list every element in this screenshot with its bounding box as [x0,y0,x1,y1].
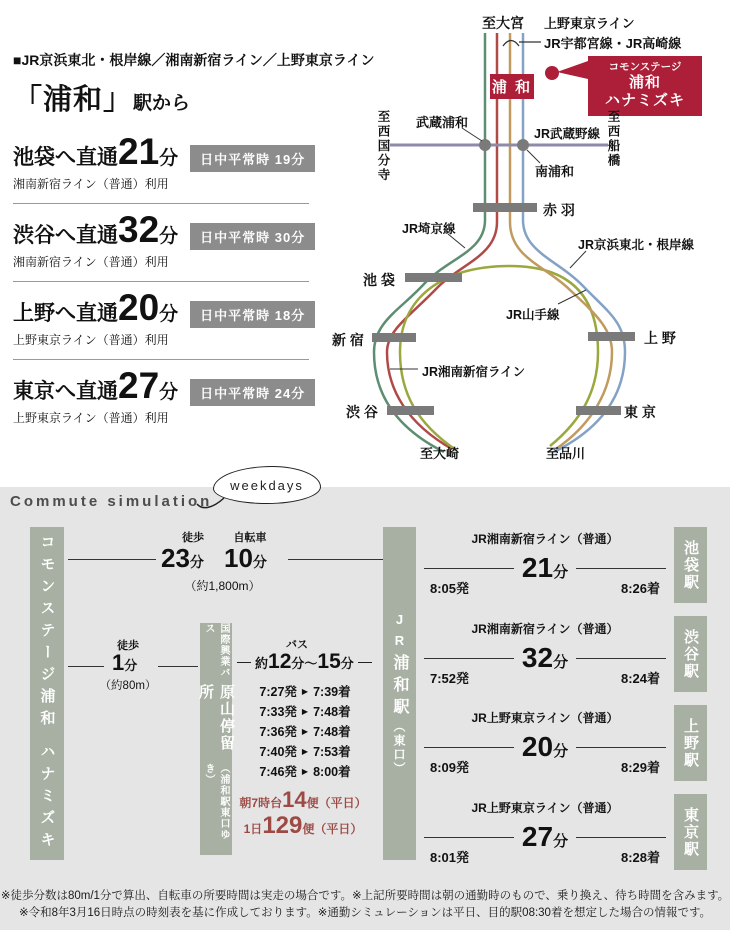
line-note: 上野東京ライン（普通）利用 [13,411,169,425]
keihin-tohoku-line-label: JR京浜東北・根岸線 [578,238,694,252]
departure-time: 8:05発 [430,581,470,596]
departure-time: 8:01発 [430,850,470,865]
bus-time-row: 7:36発 ▶ 7:48着 [250,722,360,742]
bar-tokyo [576,406,621,415]
station-suffix: 駅から [133,93,191,114]
daytime-badge: 日中平常時 30分 [190,223,315,250]
station-name: 「浦和」 [13,84,134,116]
shonan-shinjuku-line-label: JR湘南新宿ライン [422,365,526,379]
train-route-ueno: JR上野東京ライン（普通） 20分 8:09発 8:29着 [424,709,666,776]
train-route-tokyo: JR上野東京ライン（普通） 27分 8:01発 8:28着 [424,799,666,866]
bus-morning-count: 朝7時台14便（平日） [239,787,367,812]
bar-ueno [588,332,635,341]
cycle-minutes: 10分 [224,543,267,573]
headline: 池袋へ直通 [13,146,118,169]
arrival-time: 8:24着 [620,671,660,686]
saikyo-line-label: JR埼京線 [402,222,456,236]
bar-shibuya [387,406,434,415]
property-name: 浦和 [628,73,661,91]
bus-stop-name: 原山停留所 [197,684,235,753]
callout-pointer [557,61,588,79]
line-note: 上野東京ライン（普通）利用 [13,333,169,347]
route-summary-row-tokyo: 東京へ直通 27 分 日中平常時 24分 上野東京ライン（普通）利用 [13,360,309,437]
property-dot [545,66,559,80]
ride-minutes: 20分 [521,731,569,762]
minutes: 20 [118,287,160,328]
shibuya-label: 渋 谷 [346,404,378,420]
arrow-icon: ▶ [301,727,309,736]
ride-minutes: 21分 [521,552,569,583]
dot-minami-urawa [517,139,529,151]
bar-shinjuku [372,333,416,342]
leader-keihin [570,251,586,268]
property-callout [588,56,702,116]
walk-cycle-distance: （約1,800m） [184,579,261,593]
minutes: 21 [118,131,160,172]
from-station [13,77,369,118]
musashi-urawa-label: 武蔵浦和 [416,115,469,130]
ride-minutes: 32分 [521,642,569,673]
dest-box-shibuya: 渋谷駅 [674,616,707,692]
arrival-time: 8:26着 [620,581,660,596]
footnote-line-2: ※令和8年3月16日時点の時刻表を基に作成しております。※通勤シミュレーションは平日、目的駅08:30着を想定した場合の情報です。 [18,907,712,919]
jr-urawa-station-box: JR 浦和駅 （東口） [383,527,416,860]
dest-box-ikebukuro: 池袋駅 [674,527,707,603]
lines-heading: ■JR京浜東北・根岸線／湘南新宿ライン／上野東京ライン [13,52,375,68]
bus-time-row: 7:40発 ▶ 7:53着 [250,742,360,762]
bus-daily-count: 1日129便（平日） [243,812,363,839]
departure-time: 8:09発 [430,760,470,775]
access-summary [13,50,375,437]
dest-box-tokyo: 東京駅 [674,794,707,870]
headline: 東京へ直通 [13,380,118,403]
daytime-badge: 日中平常時 24分 [190,379,315,406]
connector-line [68,559,156,560]
daytime-badge: 日中平常時 18分 [190,301,315,328]
minutes: 27 [118,365,160,406]
ueno-tokyo-line-label: 上野東京ライン [544,16,635,31]
footnote-line-1: ※徒歩分数は80m/1分で算出、自転車の所要時間は実走の場合です。※上記所要時間は朝の通勤時のもので、乗り換え、待ち時間を含みます。 [0,890,730,902]
connector-line [68,666,104,667]
shinjuku-label: 新 宿 [332,332,364,348]
bus-stop-box [197,623,235,855]
to-nishikokubunji-label: 至西国分寺 [376,110,390,183]
arrow-icon: ▶ [301,747,309,756]
akabane-label: 赤 羽 [543,202,575,218]
bus-time-row: 7:46発 ▶ 8:00着 [250,762,360,782]
to-nishifunabashi-label: 至西船橋 [606,110,620,168]
route-summary-row-shibuya: 渋谷へ直通 32 分 日中平常時 30分 湘南新宿ライン（普通）利用 [13,204,309,282]
to-shinagawa-label: 至品川 [546,446,586,461]
urawa-station-box: 浦 和 [490,74,534,99]
bus-time-row: 7:33発 ▶ 7:48着 [250,702,360,722]
minami-urawa-label: 南浦和 [535,164,575,179]
musashino-line-label: JR武蔵野線 [534,127,600,141]
walk-label: 徒歩 [182,532,204,544]
tokyo-label: 東 京 [624,404,656,420]
ueno-label: 上 野 [644,330,676,346]
footnotes [0,888,730,922]
to-omiya-label: 至大宮 [482,15,524,31]
yamanote-line-label: JR山手線 [506,308,560,322]
to-osaki-label: 至大崎 [420,446,460,461]
ikebukuro-label: 池 袋 [363,272,395,288]
line-saikyo [374,33,485,452]
train-route-ikebukuro: JR湘南新宿ライン（普通） 21分 8:05発 8:26着 [424,530,666,597]
bus-timetable [250,682,360,782]
bus-label: バス [286,639,308,651]
route-map [330,0,730,470]
arrow-icon: ▶ [301,707,309,716]
commute-title: Commute simulation [10,493,213,510]
bus-duration: 約 12 分～ 15 分 [233,650,376,674]
arrival-time: 8:29着 [620,760,660,775]
connector-line [288,559,383,560]
departure-time: 7:52発 [430,671,470,686]
route-summary-list [13,126,309,437]
bus-company: 国際興業バス [203,623,229,678]
route-summary-row-ueno: 上野へ直通 20 分 日中平常時 18分 上野東京ライン（普通）利用 [13,282,309,360]
walk-short-distance: （約80m） [99,680,157,692]
line-note: 湘南新宿ライン（普通）利用 [13,177,169,191]
daytime-badge: 日中平常時 19分 [190,145,315,172]
weekdays-bubble: weekdays [213,466,321,504]
headline: 渋谷へ直通 [13,224,118,247]
bubble-tail [196,496,226,512]
commute-simulation-section [0,477,730,930]
property-name-box: コモンステージ浦和 ハナミズキ [30,527,64,860]
bus-time-row: 7:27発 ▶ 7:39着 [250,682,360,702]
bus-stop-dest: （浦和駅東口ゆき） [203,763,229,841]
utsunomiya-takasaki-label: JR宇都宮線・JR高崎線 [544,36,682,51]
ride-minutes: 27分 [521,821,569,852]
arrow-icon: ▶ [301,687,309,696]
property-brand: コモンステージ [608,61,682,73]
walk-short-minutes: 1分 [112,650,138,675]
walk-short-label: 徒歩 [117,640,139,652]
property-name-2: ハナミズキ [604,91,685,109]
minutes: 32 [118,209,160,250]
bar-ikebukuro [405,273,462,282]
dest-box-ueno: 上野駅 [674,705,707,781]
walk-minutes: 23分 [161,543,204,573]
connector-line [158,666,198,667]
arrow-icon: ▶ [301,767,309,776]
cycle-label: 自転車 [233,532,267,544]
bar-akabane [473,203,537,212]
line-shonan-shinjuku [387,33,497,449]
train-route-shibuya: JR湘南新宿ライン（普通） 32分 7:52発 8:24着 [424,620,666,687]
route-summary-row-ikebukuro: 池袋へ直通 21 分 日中平常時 19分 湘南新宿ライン（普通）利用 [13,126,309,204]
line-note: 湘南新宿ライン（普通）利用 [13,255,169,269]
headline: 上野へ直通 [13,302,118,325]
arrival-time: 8:28着 [620,850,660,865]
